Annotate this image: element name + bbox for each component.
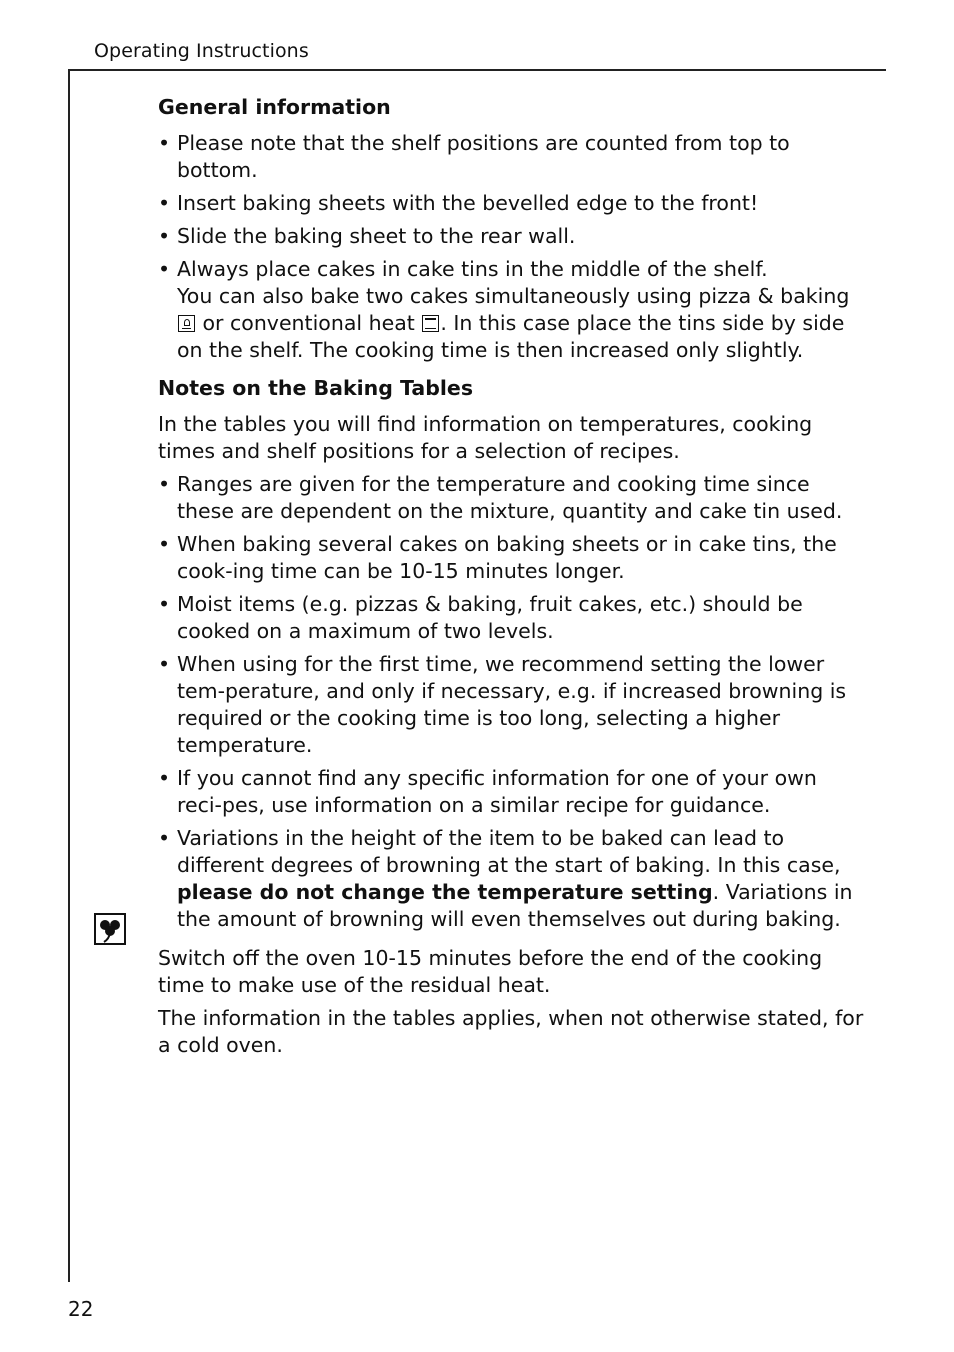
bold-emphasis: please do not change the temperature setting [177,880,713,904]
tip-text-cold-oven: The information in the tables applies, when not otherwise stated, for a cold oven. [158,1006,864,1057]
page-content [158,94,866,1065]
clover-tip-icon [94,913,126,945]
margin-rule [68,69,70,1282]
list-item: • Please note that the shelf positions are counted from top to bottom. [158,130,866,184]
list-item: • If you cannot find any specific information for one of your own reci-pes, use information on a similar recipe for guidance. [158,765,866,819]
section-heading-general: General information [158,95,391,119]
running-header: Operating Instructions [94,40,309,62]
pizza-baking-symbol-icon [178,315,195,332]
list-item: • Ranges are given for the temperature and cooking time since these are dependent on the mixture, quantity and cake tin used. [158,471,866,525]
header-rule [68,69,886,71]
general-bullet-list [158,130,866,364]
list-item: • When using for the first time, we recommend setting the lower tem-perature, and only if necessary, e.g. if increased browning is required or the cooking time is too long, selecting a higher temperature. [158,651,866,759]
list-item [158,825,866,933]
list-item [158,256,866,364]
bullet-text: Variations in the height of the item to be baked can lead to different degrees of browning at the start of baking. In this case, [177,826,841,877]
list-item: • Moist items (e.g. pizzas & baking, fruit cakes, etc.) should be cooked on a maximum of two levels. [158,591,866,645]
list-item: • Slide the baking sheet to the rear wall. [158,223,866,250]
section-heading-notes: Notes on the Baking Tables [158,376,474,400]
notes-bullet-list [158,471,866,933]
bullet-text: Always place cakes in cake tins in the middle of the shelf. [177,257,768,281]
conventional-heat-symbol-icon [422,315,439,332]
bullet-text: . In this case place the tins side by side on the shelf. The cooking time is then increased only slightly. [177,311,845,362]
tip-text: Switch off the oven 10-15 minutes before the end of the cooking time to make use of the residual heat. [158,946,823,997]
list-item: • When baking several cakes on baking sheets or in cake tins, the cook-ing time can be 10-15 minutes longer. [158,531,866,585]
bullet-text: or conventional heat [196,311,422,335]
notes-intro: In the tables you will find information on temperatures, cooking times and shelf positions for a selection of recipes. [158,412,813,463]
list-item: • Insert baking sheets with the bevelled edge to the front! [158,190,866,217]
bullet-text: . Variations in the amount of browning will even themselves out during baking. [177,880,853,931]
bullet-text: You can also bake two cakes simultaneously using pizza & baking [177,284,850,308]
page-number: 22 [68,1297,94,1321]
